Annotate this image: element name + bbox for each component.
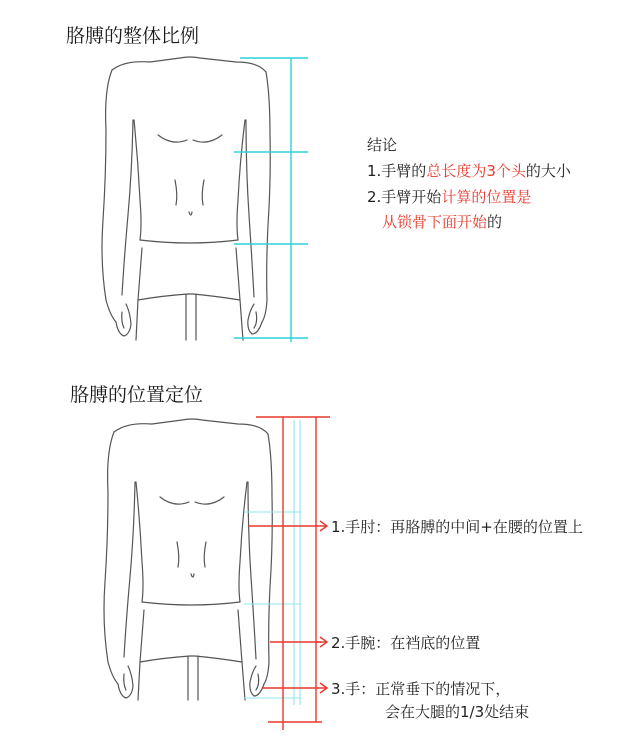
note-elbow: 1.手肘：再胳膊的中间+在腰的位置上 bbox=[331, 518, 583, 536]
conclusion-line-1-highlight: 总长度为3个头 bbox=[426, 162, 526, 180]
conclusion-line-3 bbox=[382, 211, 502, 232]
conclusion-heading: 结论 bbox=[367, 136, 398, 154]
figure-bottom-sketch bbox=[104, 419, 272, 700]
section-title-overall-proportion: 胳膊的整体比例 bbox=[66, 25, 200, 47]
conclusion-line-2 bbox=[367, 186, 531, 207]
note-wrist: 2.手腕：在裆底的位置 bbox=[331, 634, 481, 652]
conclusion-line-1-a: 1.手臂的 bbox=[367, 162, 427, 180]
conclusion-line-3-highlight: 从锁骨下面开始 bbox=[382, 213, 488, 231]
conclusion-line-2-a: 2.手臂开始 bbox=[367, 188, 442, 206]
section-title-arm-positioning: 胳膊的位置定位 bbox=[70, 384, 204, 406]
figure-top-sketch bbox=[102, 57, 270, 340]
figure-bottom-red-guides bbox=[248, 417, 330, 730]
note-hand-line-2: 会在大腿的1/3处结束 bbox=[385, 703, 530, 721]
conclusion-line-2-highlight: 计算的位置是 bbox=[441, 188, 532, 206]
figure-top-cyan-guides bbox=[234, 58, 308, 342]
conclusion-line-1-c: 的大小 bbox=[525, 162, 571, 180]
figure-bottom-cyan-guides bbox=[244, 420, 300, 705]
conclusion-line-1 bbox=[367, 160, 571, 181]
note-hand: 3.手：正常垂下的情况下， bbox=[331, 680, 511, 698]
conclusion-line-3-c: 的 bbox=[487, 213, 503, 231]
